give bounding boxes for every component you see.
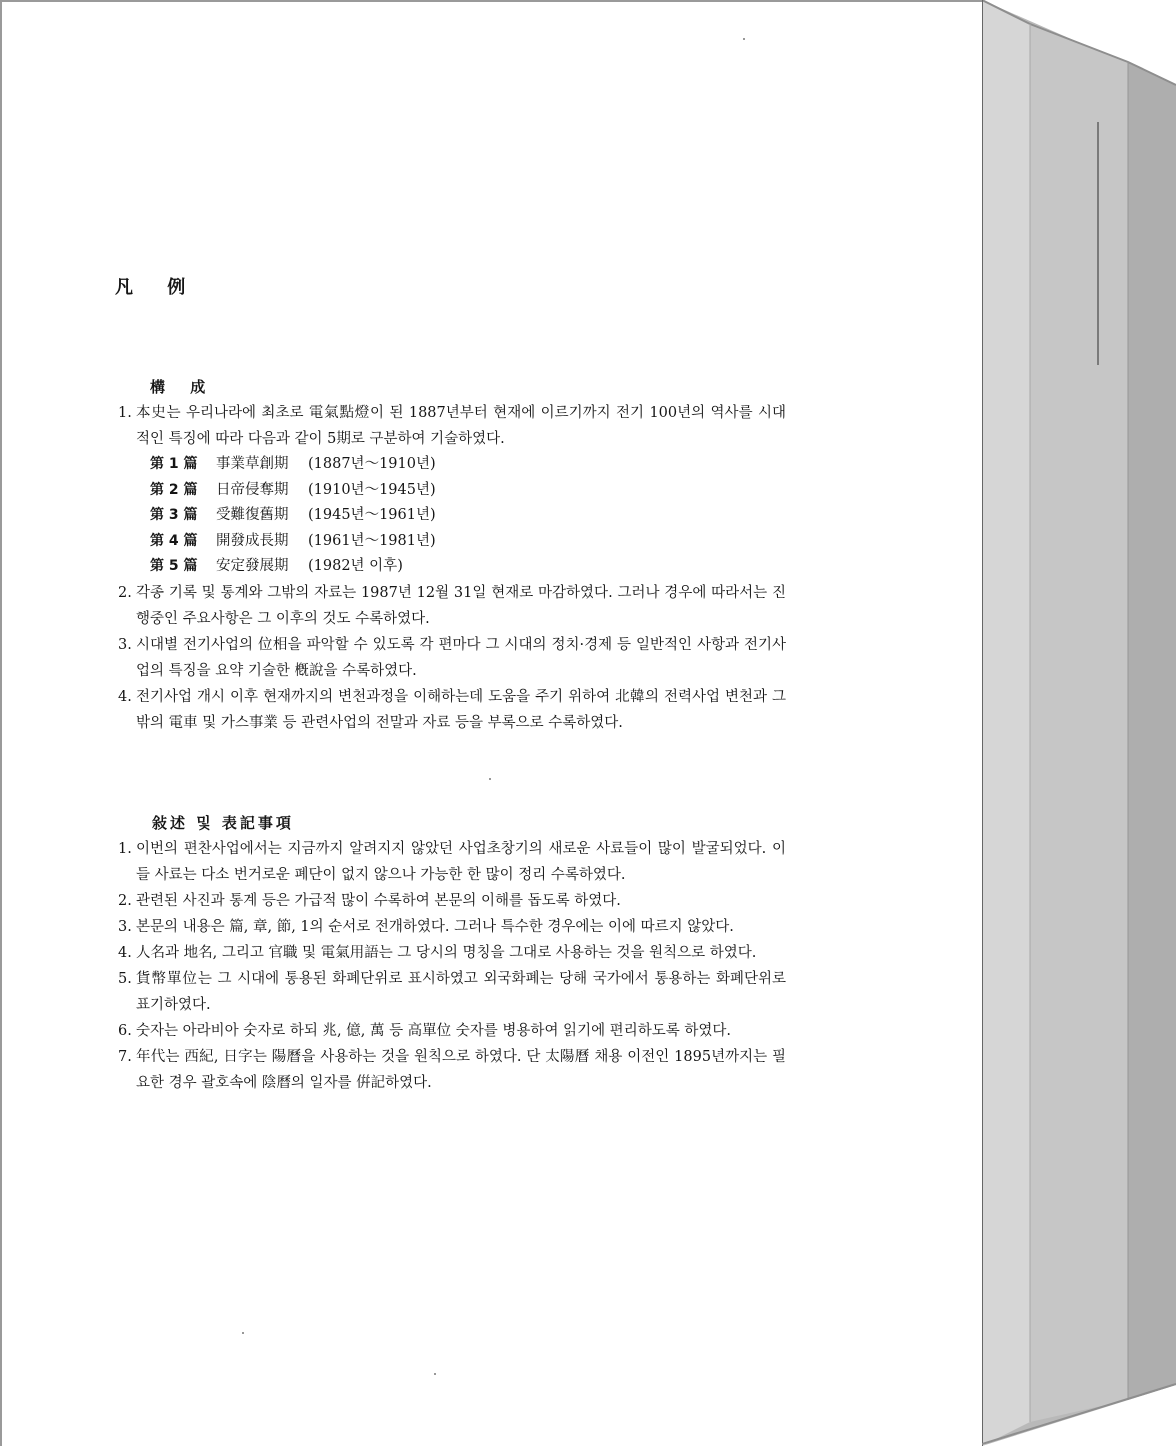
item-number: 5. [118, 971, 132, 987]
list-item [114, 400, 786, 580]
period-range: (1982년 이후) [308, 558, 403, 574]
page-title: 凡 例 [115, 277, 200, 298]
period-list [136, 452, 786, 580]
item-number: 1. [118, 405, 132, 421]
item-number: 4. [118, 688, 132, 705]
period-name: 開發成長期 [216, 532, 289, 549]
list-item [114, 940, 786, 966]
item-number: 3. [118, 636, 132, 653]
item-text: 本史는 우리나라에 최초로 電氣點燈이 된 1887년부터 현재에 이르기까지 전기 100년의 역사를 시대적인 특징에 따라 다음과 같이 5期로 구분하여 기술하였다. [136, 405, 786, 447]
item-text: 이번의 편찬사업에서는 지금까지 알려지지 않았던 사업초창기의 새로운 사료들이 많이 발굴되었다. 이들 사료는 다소 번거로운 폐단이 없지 않으나 가능한 한 많이 정리 수록하였다. [136, 841, 786, 883]
item-number: 1. [118, 841, 132, 857]
list-item [114, 580, 786, 632]
period-item [150, 554, 786, 580]
period-item [150, 478, 786, 504]
period-range: (1961년～1981년) [308, 532, 436, 549]
list-item [114, 836, 786, 888]
period-name: 安定發展期 [216, 558, 289, 574]
item-text: 人名과 地名, 그리고 官職 및 電氣用語는 그 당시의 명칭을 그대로 사용하는 것을 원칙으로 하였다. [136, 945, 757, 961]
list-item [114, 684, 786, 736]
scan-speck [489, 778, 491, 780]
period-range: (1887년～1910년) [308, 456, 436, 472]
item-number: 2. [118, 893, 132, 909]
item-number: 2. [118, 584, 132, 601]
period-range: (1910년～1945년) [308, 481, 436, 498]
period-item [150, 503, 786, 529]
list-item [114, 914, 786, 940]
period-label: 第 2 篇 [150, 481, 198, 498]
period-label: 第 5 篇 [150, 558, 198, 574]
item-text: 貨幣單位는 그 시대에 통용된 화폐단위로 표시하였고 외국화폐는 당해 국가에서 통용하는 화폐단위로 표기하였다. [136, 971, 786, 1013]
item-number: 4. [118, 945, 132, 961]
item-number: 3. [118, 919, 132, 935]
period-item [150, 529, 786, 555]
notation-list [114, 836, 786, 1096]
item-text: 전기사업 개시 이후 현재까지의 변천과정을 이해하는데 도움을 주기 위하여 北韓의 전력사업 변천과 그밖의 電車 및 가스事業 등 관련사업의 전말과 자료 등을 부록으로 수록하였다. [136, 688, 786, 731]
composition-list [114, 400, 786, 736]
list-item [114, 1018, 786, 1044]
period-name: 受難復舊期 [216, 507, 289, 523]
item-text: 숫자는 아라비아 숫자로 하되 兆, 億, 萬 등 高單位 숫자를 병용하여 읽기에 편리하도록 하였다. [136, 1023, 731, 1039]
item-number: 7. [118, 1049, 132, 1065]
list-item [114, 1044, 786, 1096]
item-text: 年代는 西紀, 日字는 陽曆을 사용하는 것을 원칙으로 하였다. 단 太陽曆 채용 이전인 1895년까지는 필요한 경우 괄호속에 陰曆의 일자를 倂記하였다. [136, 1049, 786, 1091]
book-page-edges [982, 0, 1176, 1446]
item-text: 관련된 사진과 통계 등은 가급적 많이 수록하여 본문의 이해를 돕도록 하였다. [136, 893, 621, 909]
section-heading-notation: 敍述 및 表記事項 [152, 814, 294, 832]
period-label: 第 4 篇 [150, 532, 198, 549]
section-heading-composition: 構 成 [150, 378, 216, 396]
list-item [114, 966, 786, 1018]
item-text: 각종 기록 및 통계와 그밖의 자료는 1987년 12월 31일 현재로 마감하였다. 그러나 경우에 따라서는 진행중인 주요사항은 그 이후의 것도 수록하였다. [136, 584, 786, 627]
period-item [150, 452, 786, 478]
scan-speck [743, 38, 745, 40]
item-number: 6. [118, 1023, 132, 1039]
period-name: 日帝侵奪期 [216, 481, 289, 498]
list-item [114, 888, 786, 914]
period-name: 事業草創期 [216, 456, 289, 472]
period-range: (1945년～1961년) [308, 507, 436, 523]
list-item [114, 632, 786, 684]
scan-speck [434, 1373, 436, 1375]
item-text: 본문의 내용은 篇, 章, 節, 1의 순서로 전개하였다. 그러나 특수한 경우에는 이에 따르지 않았다. [136, 919, 734, 935]
period-label: 第 3 篇 [150, 507, 198, 523]
scan-speck [242, 1332, 244, 1334]
period-label: 第 1 篇 [150, 456, 198, 472]
item-text: 시대별 전기사업의 位相을 파악할 수 있도록 각 편마다 그 시대의 정치·경제 등 일반적인 사항과 전기사업의 특징을 요약 기술한 槪說을 수록하였다. [136, 636, 786, 679]
